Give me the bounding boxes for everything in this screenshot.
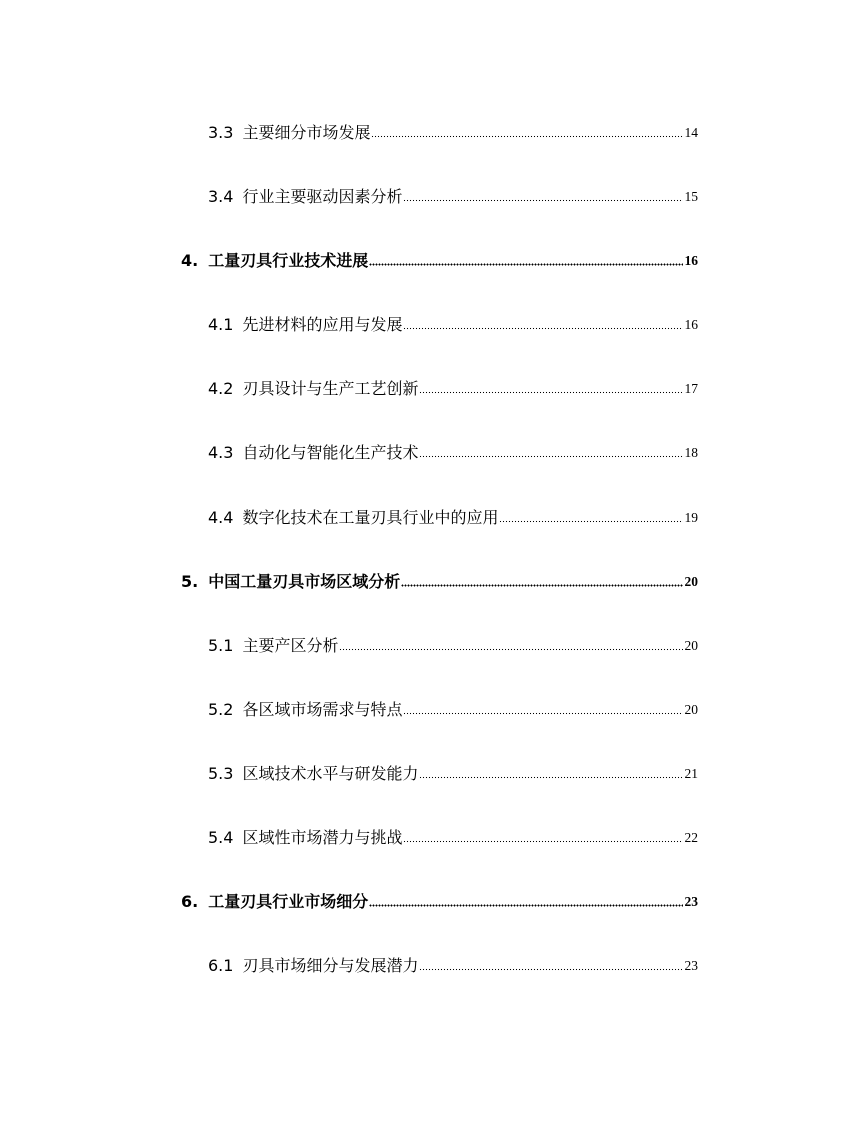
toc-entry-title: 中国工量刃具市场区域分析 xyxy=(208,572,401,591)
dot-leader xyxy=(403,198,682,203)
toc-entry-number: 3.4 xyxy=(208,187,234,206)
toc-entry-number: 5. xyxy=(181,572,199,591)
dot-leader xyxy=(403,839,682,844)
toc-entry-page: 14 xyxy=(684,125,698,140)
toc-entry-4-1[interactable] xyxy=(208,309,698,335)
toc-entry-number: 6. xyxy=(181,892,199,911)
toc-entry-number: 4.2 xyxy=(208,379,234,398)
dot-leader xyxy=(369,903,682,908)
toc-entry-4[interactable] xyxy=(181,245,698,271)
dot-leader xyxy=(419,967,682,972)
toc-entry-4-4[interactable] xyxy=(208,502,698,528)
toc-entry-title: 主要产区分析 xyxy=(242,636,339,655)
dot-leader xyxy=(403,711,682,716)
dot-leader xyxy=(499,519,682,524)
toc-entry-number: 5.3 xyxy=(208,764,234,783)
toc-entry-page: 21 xyxy=(684,766,698,781)
toc-entry-5-3[interactable] xyxy=(208,758,698,784)
toc-entry-number: 4.1 xyxy=(208,315,234,334)
toc-entry-4-3[interactable] xyxy=(208,437,698,463)
toc-entry-page: 16 xyxy=(684,253,698,268)
toc-entry-title: 各区域市场需求与特点 xyxy=(242,700,403,719)
toc-entry-page: 23 xyxy=(684,894,698,909)
toc-entry-number: 3.3 xyxy=(208,123,234,142)
toc-entry-title: 行业主要驱动因素分析 xyxy=(242,187,403,206)
toc-entry-title: 自动化与智能化生产技术 xyxy=(242,443,419,462)
toc-entry-5-4[interactable] xyxy=(208,822,698,848)
dot-leader xyxy=(339,647,682,652)
toc-entry-page: 18 xyxy=(684,445,698,460)
toc-entry-3-4[interactable] xyxy=(208,181,698,207)
toc-entry-title: 区域性市场潜力与挑战 xyxy=(242,828,403,847)
toc-entry-3-3[interactable] xyxy=(208,117,698,143)
toc-entry-page: 17 xyxy=(684,381,698,396)
dot-leader xyxy=(403,326,682,331)
toc-entry-5-2[interactable] xyxy=(208,694,698,720)
toc-entry-page: 20 xyxy=(684,574,698,589)
toc-entry-page: 15 xyxy=(684,189,698,204)
toc-entry-title: 数字化技术在工量刃具行业中的应用 xyxy=(242,508,499,527)
toc-entry-number: 5.1 xyxy=(208,636,234,655)
toc-entry-number: 4.4 xyxy=(208,508,234,527)
toc-entry-title: 刃具设计与生产工艺创新 xyxy=(242,379,419,398)
toc-entry-page: 20 xyxy=(684,638,698,653)
dot-leader xyxy=(401,583,682,588)
toc-entry-title: 工量刃具行业市场细分 xyxy=(208,892,369,911)
toc-entry-page: 22 xyxy=(684,830,698,845)
toc-entry-number: 4. xyxy=(181,251,199,270)
toc-entry-title: 先进材料的应用与发展 xyxy=(242,315,403,334)
toc-entry-number: 6.1 xyxy=(208,956,234,975)
toc-entry-title: 刃具市场细分与发展潜力 xyxy=(242,956,419,975)
toc-entry-5-1[interactable] xyxy=(208,630,698,656)
toc-entry-5[interactable] xyxy=(181,566,698,592)
toc-entry-number: 4.3 xyxy=(208,443,234,462)
toc-entry-page: 19 xyxy=(684,510,698,525)
dot-leader xyxy=(419,390,682,395)
dot-leader xyxy=(419,454,682,459)
toc-entry-number: 5.4 xyxy=(208,828,234,847)
dot-leader xyxy=(371,134,682,139)
toc-entry-4-2[interactable] xyxy=(208,373,698,399)
toc-entry-page: 16 xyxy=(684,317,698,332)
toc-entry-page: 23 xyxy=(684,958,698,973)
toc-entry-page: 20 xyxy=(684,702,698,717)
dot-leader xyxy=(419,775,682,780)
toc-entry-title: 主要细分市场发展 xyxy=(242,123,371,142)
toc-entry-6-1[interactable] xyxy=(208,950,698,976)
toc-entry-title: 工量刃具行业技术进展 xyxy=(208,251,369,270)
dot-leader xyxy=(369,262,682,267)
toc-entry-title: 区域技术水平与研发能力 xyxy=(242,764,419,783)
toc-entry-number: 5.2 xyxy=(208,700,234,719)
toc-entry-6[interactable] xyxy=(181,886,698,912)
